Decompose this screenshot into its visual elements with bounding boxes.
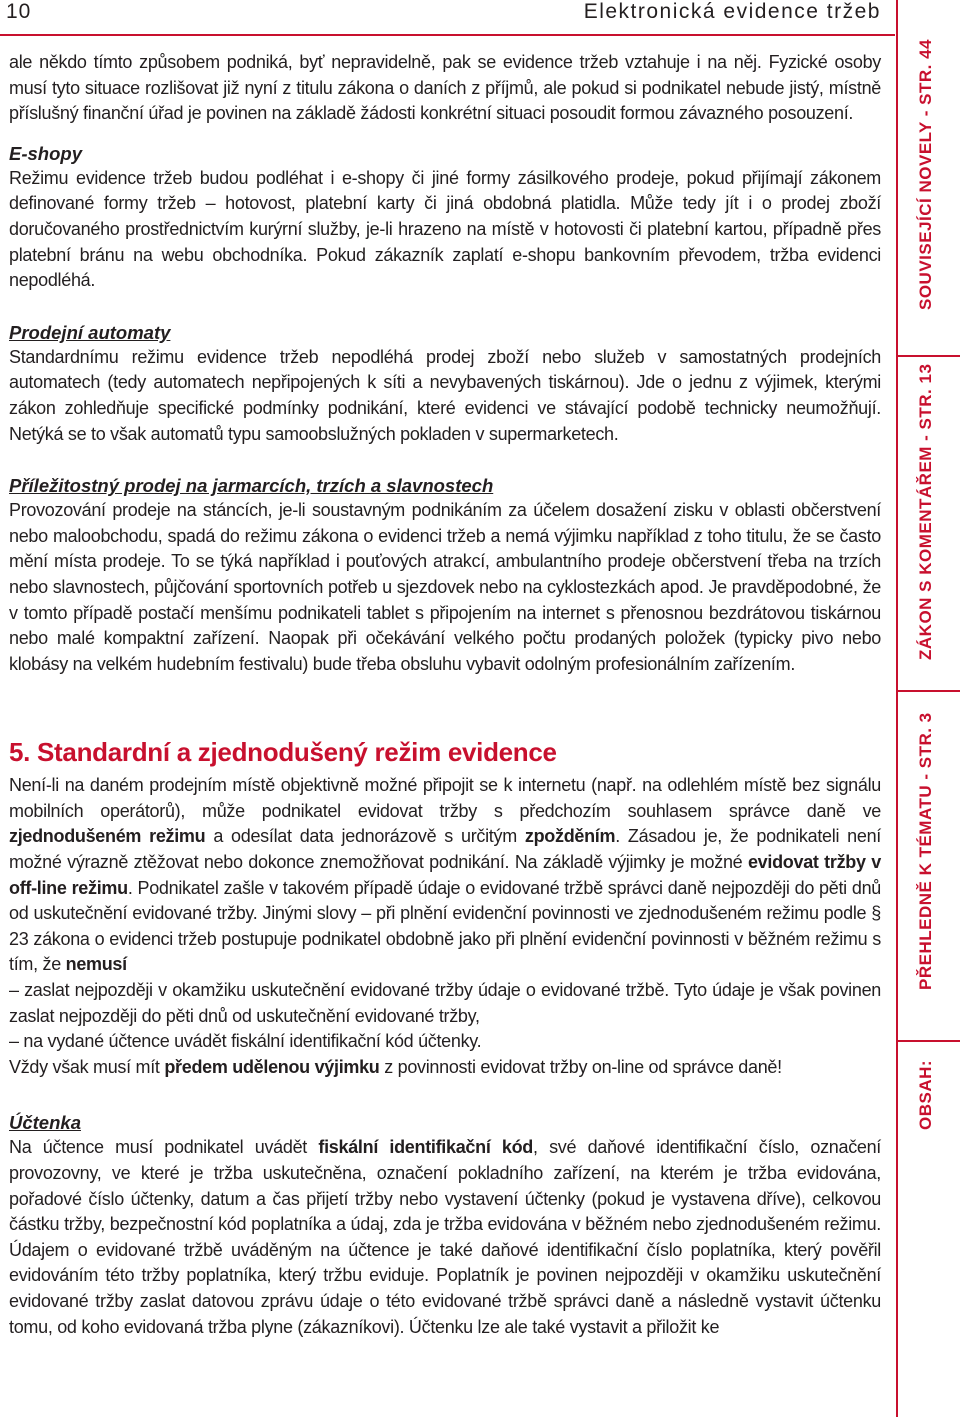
intro-paragraph: ale někdo tímto způsobem podniká, byť nepravidelně, pak se evidence tržeb vztahuje i na něj. Fyzické osoby musí tyto situace rozlišovat již nyní z titulu zákona o daních z příjmů, ale pokud si podnikatel nebude jistý, místně příslušný finanční úřad je povinen na základě žádosti konkrétní situaci posoudit formou závazného posouzení. (9, 52, 881, 124)
automaty-paragraph: Standardnímu režimu evidence tržeb nepodléhá prodej zboží nebo služeb v samostatných prodejních automatech (tedy automatech nepřipojených k síti a nevybavených tiskárnou). Jde o jednu z výjimek, kterými zákon zohledňuje specifické podmínky podnikání, které evidenci ve stávající podobě technicky neumožňují. Netýká se to však automatů typu samoobslužných pokladen v supermarketech. (9, 346, 881, 444)
page-number: 10 (6, 0, 32, 23)
sidebar-separator (898, 355, 960, 357)
section-5-dash-item-2: – na vydané účtence uvádět fiskální identifikační kód účtenky. (9, 1031, 482, 1052)
eshopy-heading: E-shopy (9, 142, 82, 164)
sidebar-separator (898, 1040, 960, 1042)
automaty-heading: Prodejní automaty (9, 321, 171, 343)
uctenka-paragraph: Na účtence musí podnikatel uvádět fiskální identifikační kód, své daňové identifikační číslo, označení provozovny, ve které je tržba uskutečněna, označení pokladního zařízení, na kterém je tržba evidována, pořadové číslo účtenky, datum a čas přijetí tržby nebo vystavení účtenky (pokud je vystavena dříve), celkovou částku tržby, bezpečnostní kód poplatníka a údaj, zda je tržba evidována v běžném nebo zjednodušeném režimu. Údajem o evidované tržbě uváděným na účtence je také daňové identifikační číslo poplatníka, který pověřil evidováním této tržby poplatníka, který tržbu eviduje. Poplatník je povinen nejpozději v okamžiku uskutečnění evidované tržby zaslat datovou zprávu údaje o této evidované tržbě správci daně a následně vystavit účtenku tomu, od koho evidovaná tržba plyne (zákazníkovi). Účtenku lze ale také vystavit a přiložit ke (9, 1137, 882, 1337)
main-content (9, 50, 881, 1340)
sidebar-rule (896, 0, 898, 1417)
running-title: Elektronická evidence tržeb (583, 0, 881, 23)
uctenka-heading: Účtenka (9, 1112, 81, 1134)
section-5-heading: 5. Standardní a zjednodušený režim evidence (9, 737, 557, 768)
sidebar-navigation: SOUVISEJÍCÍ NOVELY - STR. 44 ZÁKON S KOMENTÁŘEM - STR. 13 PŘEHLEDNĚ K TÉMATU - STR. 3 OBSAH: (896, 0, 960, 1417)
section-5-paragraph: Není-li na daném prodejním místě objektivně možné připojit se k internetu (např. na odlehlém místě bez signálu mobilních operátorů), může podnikatel evidovat tržby s předchozím souhlasem správce daně ve zjednodušeném režimu a odesílat data jednorázově s určitým zpožděním. Zásadou je, že podnikateli není možné výrazně ztěžovat nebo dokonce znemožňovat podnikání. Na základě výjimky je možné evidovat tržby v off-line režimu. Podnikatel zašle v takovém případě údaje o evidované tržbě správci daně nejpozději do pěti dnů od uskutečnění evidované tržby. Jinými slovy – při plnění evidenční povinnosti ve zjednodušeném režimu podle § 23 zákona o evidenci tržeb postupuje podnikatel obdobně jako při plnění evidenční povinnosti v běžném režimu s tím, že nemusí (9, 775, 881, 975)
section-5-dash-item-1: – zaslat nejpozději v okamžiku uskutečnění evidované tržby údaje o evidované tržbě. Tyto údaje je však povinen zaslat nejpozději do pěti dnů od uskutečnění evidované tržby, (9, 980, 881, 1026)
sidebar-separator (898, 690, 960, 692)
section-5-closing: Vždy však musí mít předem udělenou výjimku z povinnosti evidovat tržby on-line od správce daně! (9, 1056, 782, 1077)
jarmarky-heading: Příležitostný prodej na jarmarcích, trzích a slavnostech (9, 475, 494, 497)
eshopy-paragraph: Režimu evidence tržeb budou podléhat i e-shopy či jiné formy zásilkového prodeje, pokud přijímají zákonem definované formy tržeb – hotovost, platební karty či jiná obdobná platidla. Může tedy jít i o prodej zboží doručovaného prostřednictvím kurýrní služby, je-li hrazeno na místě v hotovosti či platební kartou, případně přes platební bránu na webu obchodníka. Pokud zákazník zaplatí e-shopu bankovním převodem, tržba evidenci nepodléhá. (9, 167, 881, 291)
header-rule (0, 34, 895, 36)
jarmarky-paragraph: Provozování prodeje na stáncích, je-li soustavným podnikáním za účelem dosažení zisku v oblasti občerstvení nebo maloobchodu, spadá do režimu zákona o evidenci tržeb a nemá výjimku například z toho titulu, že se často mění místa prodeje. To se týká například i pouťových atrakcí, ambulantního prodeje občerstvení třeba na trzích nebo slavnostech, půjčování sportovních potřeb u sjezdovek nebo na cyklostezkách apod. Je pravděpodobné, že v tomto případě postačí menšímu podnikateli tablet s připojením na internet s přenosnou bezdrátovou tiskárnou nebo malé kompaktní zařízení. Naopak při očekávání velkého počtu prodaných položek (typicky pivo nebo klobásy na velkém hudebním festivalu) bude třeba obsluhu vybavit odolným profesionálním zařízením. (9, 500, 881, 674)
page-header (0, 0, 895, 38)
